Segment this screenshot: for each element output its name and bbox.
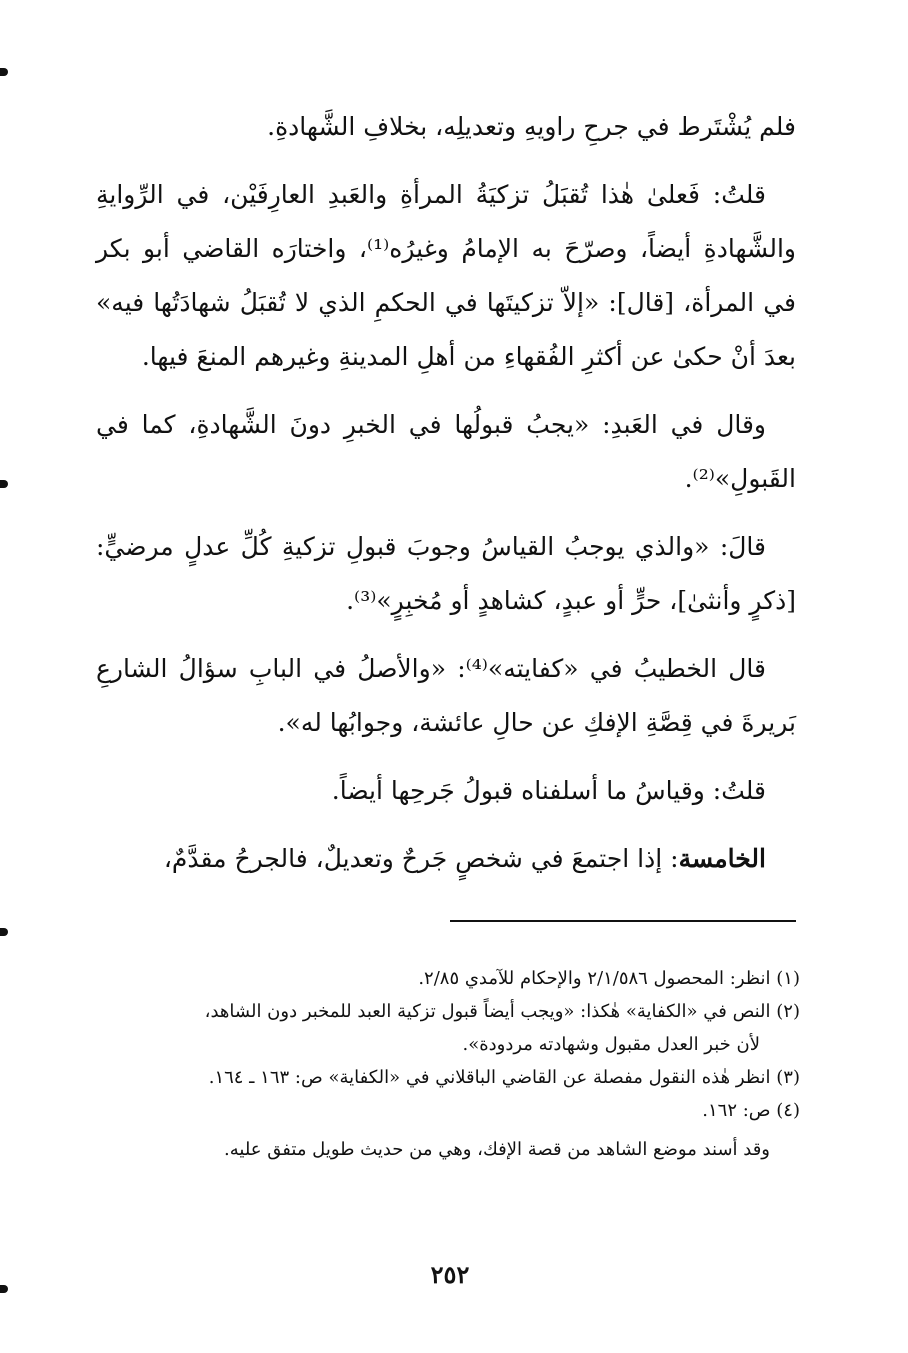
page-number: ٢٥٢ — [430, 1260, 470, 1289]
footnote: (٤) ص: ١٦٢. — [702, 1100, 800, 1121]
paragraph: قلتُ: وقياسُ ما أسلفناه قبولُ جَرحِها أيضاً. — [331, 776, 766, 805]
paragraph: قلتُ: فَعلىٰ هٰذا تُقبَلُ تزكيَةُ المرأةِ والعَبدِ العارِفَيْن، في الرِّوايةِ والشَّهادةِ أيضاً، وصرّحَ به الإمامُ وغيرُه⁽¹⁾، واختارَه القاضي أبو بكر في المرأة، [قال]: «إلاّ تزكيتَها في الحكمِ الذي لا تُقبَلُ شهادَتُها فيه» بعدَ أنْ حكىٰ عن أكثرِ الفُقهاءِ من أهلِ المدينةِ وغيرهم المنعَ فيها. — [96, 180, 796, 371]
footnote-continuation: لأن خبر العدل مقبول وشهادته مردودة». — [462, 1034, 760, 1055]
paragraph: قالَ: «والذي يوجبُ القياسُ وجوبَ قبولِ تزكيةِ كُلِّ عدلٍ مرضيٍّ: [ذكرٍ وأنثىٰ]، حرٍّ أو عبدٍ، كشاهدٍ أو مُخبِرٍ»⁽³⁾. — [96, 532, 796, 615]
paragraph — [96, 832, 796, 886]
paragraph: فلم يُشْتَرط في جرحِ راويهِ وتعديلِه، بخلافِ الشَّهادةِ. — [267, 112, 796, 141]
section-heading: الخامسة — [678, 844, 766, 873]
binding-hole-mark — [0, 928, 8, 936]
footnote-continuation: وقد أسند موضع الشاهد من قصة الإفك، وهي من حديث طويل متفق عليه. — [224, 1139, 770, 1160]
binding-hole-mark — [0, 1285, 8, 1293]
paragraph-text: : إذا اجتمعَ في شخصٍ جَرحٌ وتعديلٌ، فالجرحُ مقدَّمٌ، — [163, 844, 679, 873]
main-text — [96, 100, 796, 900]
binding-hole-mark — [0, 68, 8, 76]
binding-hole-mark — [0, 480, 8, 488]
footnote: (٢) النص في «الكفاية» هٰكذا: «ويجب أيضاً قبول تزكية العبد للمخبر دون الشاهد، — [204, 1001, 800, 1022]
footnotes — [110, 962, 800, 1166]
paragraph: وقال في العَبدِ: «يجبُ قبولُها في الخبرِ دونَ الشَّهادةِ، كما في القَبولِ»⁽²⁾. — [96, 410, 796, 493]
footnote: (١) انظر: المحصول ٢/١/٥٨٦ والإحكام للآمدي ٢/٨٥. — [418, 968, 800, 989]
footnote-separator — [450, 920, 796, 922]
footnote: (٣) انظر هٰذه النقول مفصلة عن القاضي الباقلاني في «الكفاية» ص: ١٦٣ ـ ١٦٤. — [208, 1067, 800, 1088]
paragraph: قال الخطيبُ في «كفايته»⁽⁴⁾: «والأصلُ في البابِ سؤالُ الشارعِ بَريرةَ في قِصَّةِ الإفكِ عن حالِ عائشة، وجوابُها له». — [96, 654, 796, 737]
